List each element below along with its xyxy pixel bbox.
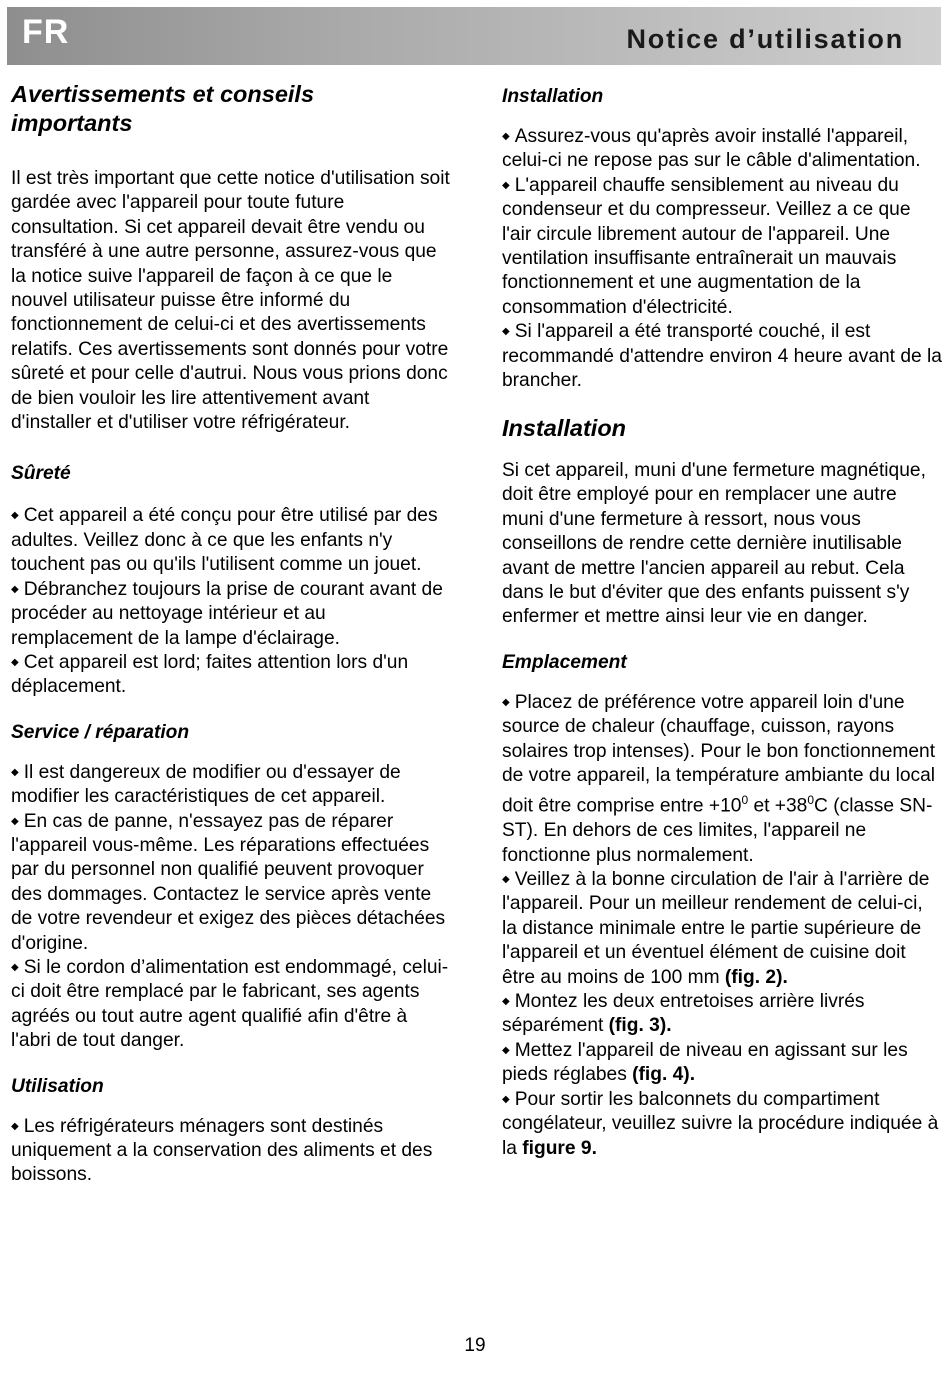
safety-item: ◆ Cet appareil a été conçu pour être utilisé par des adultes. Veillez donc à ce que les enfants n'y touchent pas ou qu'ils l'utilisent comme un jouet. (11, 504, 451, 577)
warnings-title: Avertissements et conseils importants (11, 81, 315, 136)
service-item: ◆ Si le cordon d’alimentation est endommagé, celui-ci doit être remplacé par le fabricant, ses agents agréés ou tout autre agent qualifié afin d'être à l'abri de tout danger. (11, 956, 451, 1054)
placement-item: ◆ Placez de préférence votre appareil loin d'une source de chaleur (chauffage, cuisson, rayons solaires trop intenses). Pour le bon fonctionnement de votre appareil, la température ambiante du local doit être comprise entre $+10^0$ et $+38^0C$ (classe SN-ST). En dehors de ces limites, l'appareil ne fonctionne plus normalement. (502, 691, 942, 868)
intro-paragraph: Il est très important que cette notice d'utilisation soit gardée avec l'appareil pour toute future consultation. Si cet appareil devait être vendu ou transféré à une autre personne, assurez-vous que la notice suive l'appareil de façon à ce que le nouvel utilisateur puisse être informé du fonctionnement de celui-ci et des avertissements relatifs. Ces avertissements sont donnés pour votre sûreté et pour celle d'autrui. Nous vous prions donc de bien vouloir les lire attentivement avant d'installer et d'utiliser votre réfrigérateur. (11, 168, 450, 434)
install-subsection-title: Installation (502, 86, 604, 107)
install-item: ◆ Assurez-vous qu'après avoir installé l'appareil, celui-ci ne repose pas sur le câble d'alimentation. (502, 125, 942, 174)
placement-item: ◆ Mettez l'appareil de niveau en agissant sur les pieds réglabes (fig. 4). (502, 1039, 942, 1088)
install-item: ◆ Si l'appareil a été transporté couché, il est recommandé d'attendre environ 4 heure avant de la brancher. (502, 320, 942, 393)
placement-title: Emplacement (502, 651, 627, 673)
use-title: Utilisation (11, 1075, 104, 1097)
placement-item: ◆ Veillez à la bonne circulation de l'air à l'arrière de l'appareil. Pour un meilleur rendement de celui-ci, la distance minimale entre le partie supérieure de l'appareil et un éventuel élément de cuisine doit être au moins de 100 mm (fig. 2). (502, 868, 942, 990)
figure-reference: figure 9. (522, 1137, 597, 1159)
placement-item: ◆ Pour sortir les balconnets du compartiment congélateur, veuillez suivre la procédure indiquée à la figure 9. (502, 1088, 942, 1161)
service-item: ◆ Il est dangereux de modifier ou d'essayer de modifier les caractéristiques de cet appareil. (11, 761, 451, 810)
right-column (502, 80, 942, 1161)
install-item: ◆ L'appareil chauffe sensiblement au niveau du condenseur et du compresseur. Veillez a ce que l'air circule librement autour de l'appareil. Une ventilation insuffisante entraînerait un mauvais fonctionnement et une augmentation de la consommation d'électricité. (502, 174, 942, 320)
figure-reference: (fig. 4). (632, 1064, 696, 1086)
figure-reference: (fig. 2). (724, 966, 788, 988)
safety-item: ◆ Débranchez toujours la prise de courant avant de procéder au nettoyage intérieur et au remplacement de la lampe d'éclairage. (11, 578, 451, 651)
service-item: ◆ En cas de panne, n'essayez pas de réparer l'appareil vous-même. Les réparations effectuées par du personnel non qualifié peuvent provoquer des dommages. Contactez le service après vente de votre revendeur et exigez des pièces détachées d'origine. (11, 810, 451, 956)
safety-title: Sûreté (11, 463, 71, 485)
installation-paragraph: Si cet appareil, muni d'une fermeture magnétique, doit être employé pour en remplacer une autre muni d'une fermeture à ressort, nous vous conseillons de rendre cette dernière inutilisable avant de mettre l'ancien appareil au rebut. Cela dans le but d'éviter que des enfants puissent s'y enfermer et mettre ainsi leur vie en danger. (502, 459, 926, 628)
page-number: 19 (464, 1335, 486, 1356)
installation-title: Installation (502, 415, 627, 442)
left-column (11, 80, 451, 1188)
service-title: Service / réparation (11, 721, 190, 743)
page-header (7, 7, 941, 65)
header-title: Notice d’utilisation (626, 24, 904, 54)
placement-item: ◆ Montez les deux entretoises arrière livrés séparément (fig. 3). (502, 990, 942, 1039)
use-item: ◆ Les réfrigérateurs ménagers sont destinés uniquement a la conservation des aliments et des boissons. (11, 1115, 451, 1188)
language-label: FR (22, 13, 70, 51)
safety-item: ◆ Cet appareil est lord; faites attention lors d'un déplacement. (11, 651, 451, 700)
figure-reference: (fig. 3). (608, 1015, 672, 1037)
